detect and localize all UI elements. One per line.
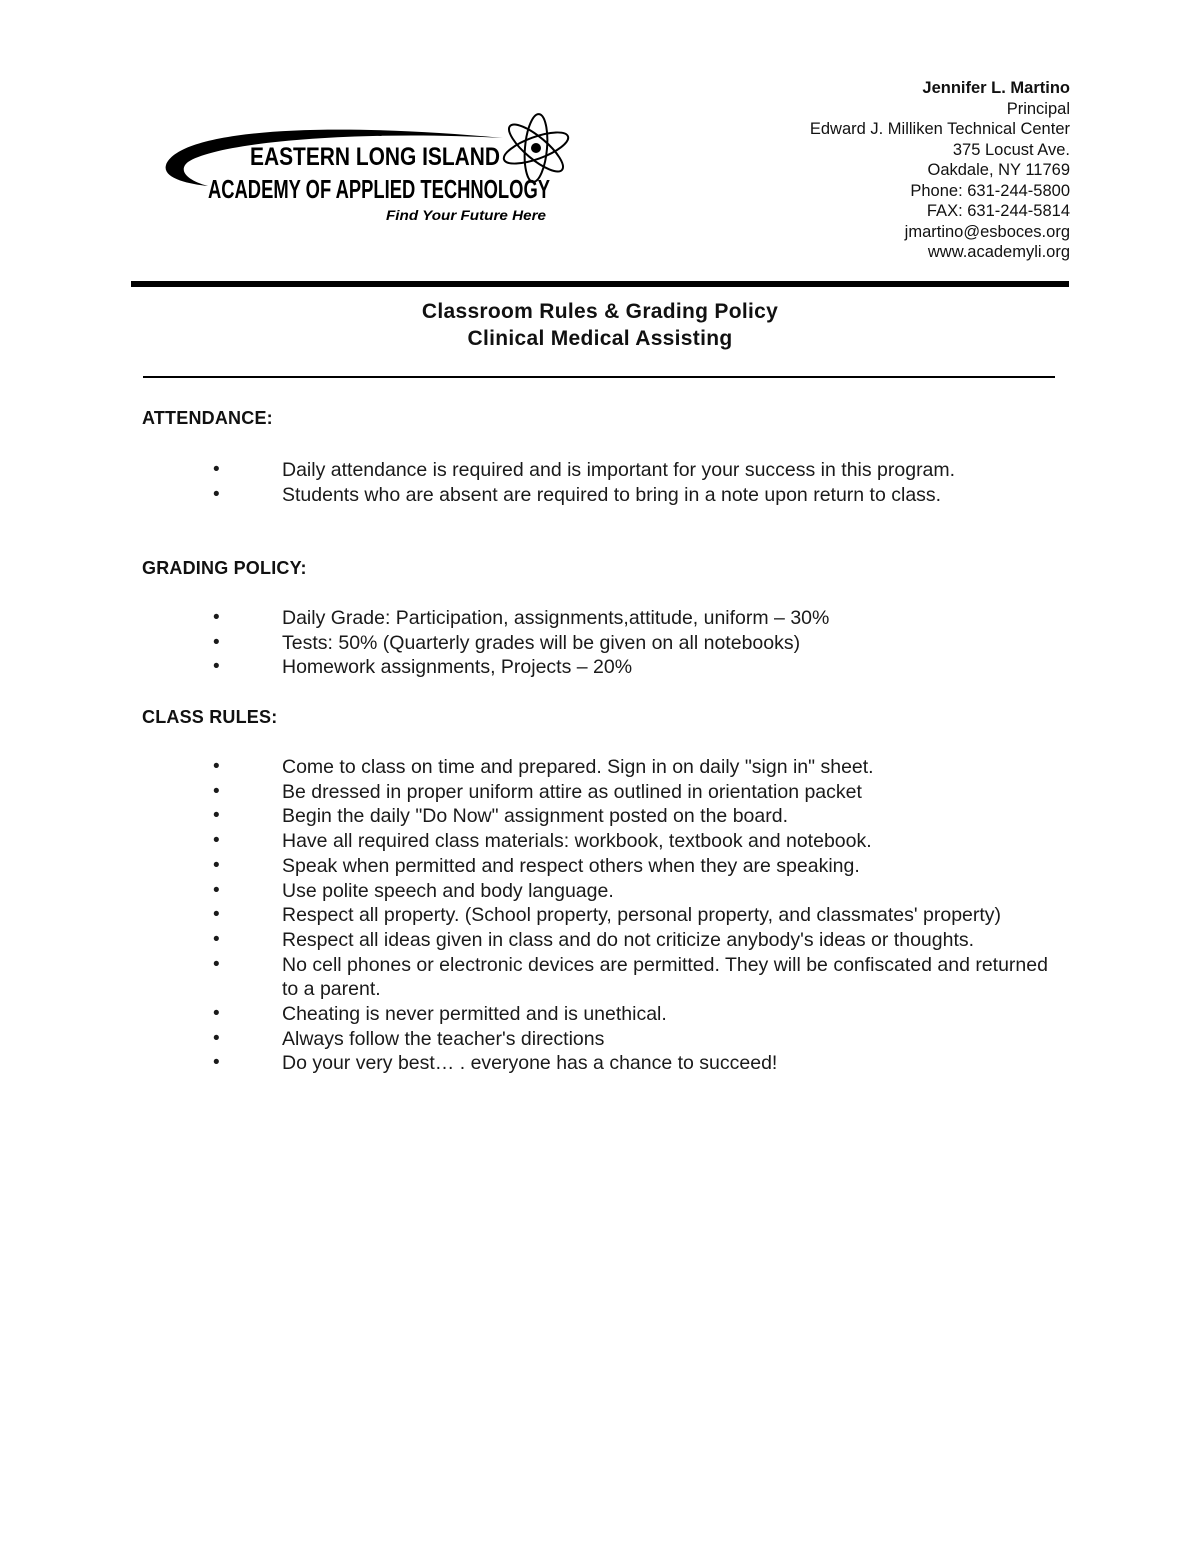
center-name: Edward J. Milliken Technical Center (809, 120, 1070, 138)
list-item: • Respect all ideas given in class and do not criticize anybody's ideas or thoughts. (213, 928, 975, 951)
title-divider (143, 376, 1055, 378)
document-title-block (0, 298, 1200, 352)
document-title: Classroom Rules & Grading Policy (421, 300, 779, 323)
bullet-icon: • (213, 805, 220, 827)
list-item: • Begin the daily "Do Now" assignment posted on the board. (213, 805, 788, 828)
bullet-icon: • (213, 756, 220, 777)
bullet-icon: • (213, 656, 220, 678)
list-item: • Come to class on time and prepared. Sign in on daily "sign in" sheet. (213, 756, 874, 778)
academy-logo (158, 110, 578, 235)
grading-list (0, 606, 1200, 680)
list-item: • Be dressed in proper uniform attire as outlined in orientation packet (213, 780, 862, 803)
bullet-icon: • (213, 1003, 220, 1025)
list-item: • Always follow the teacher's directions (213, 1027, 605, 1050)
bullet-icon: • (213, 1052, 220, 1074)
principal-name: Jennifer L. Martino (922, 79, 1070, 97)
bullet-icon: • (213, 780, 220, 802)
list-item: • Students who are absent are required to bring in a note upon return to class. (213, 483, 942, 506)
list-item: • Do your very best… . everyone has a chance to succeed! (213, 1052, 778, 1075)
grading-heading: GRADING POLICY: (142, 558, 307, 578)
list-item: • No cell phones or electronic devices are permitted. They will be confiscated and returned to a parent. (213, 953, 1048, 1001)
phone-number: Phone: 631-244-5800 (910, 181, 1070, 200)
bullet-icon: • (213, 459, 220, 480)
website-url: www.academyli.org (927, 243, 1070, 261)
list-item: • Homework assignments, Projects – 20% (213, 656, 633, 679)
bullet-icon: • (213, 904, 220, 926)
street-address: 375 Locust Ave. (952, 140, 1070, 159)
bullet-icon: • (213, 854, 220, 876)
email-address: jmartino@esboces.org (904, 222, 1070, 241)
bullet-icon: • (213, 1027, 220, 1049)
list-item: • Speak when permitted and respect others when they are speaking. (213, 854, 860, 877)
bullet-icon: • (213, 928, 220, 950)
list-item: • Daily Grade: Participation, assignments,attitude, uniform – 30% (213, 607, 830, 629)
logo-tagline: Find Your Future Here (386, 207, 547, 223)
list-item: • Daily attendance is required and is important for your success in this program. (213, 459, 956, 481)
attendance-heading: ATTENDANCE: (142, 408, 273, 428)
attendance-list (0, 458, 1200, 507)
document-subtitle: Clinical Medical Assisting (467, 327, 733, 350)
bullet-icon: • (213, 607, 220, 628)
list-item: • Have all required class materials: workbook, textbook and notebook. (213, 830, 872, 853)
list-item: • Tests: 50% (Quarterly grades will be given on all notebooks) (213, 631, 801, 654)
logo-line1: EASTERN LONG ISLAND (250, 143, 500, 171)
class-rules-heading: CLASS RULES: (142, 707, 278, 727)
fax-number: FAX: 631-244-5814 (926, 202, 1070, 220)
principal-title: Principal (1006, 99, 1070, 118)
header-divider (131, 281, 1069, 287)
class-rules-list (0, 755, 1200, 1076)
city-state-zip: Oakdale, NY 11769 (927, 161, 1070, 179)
bullet-icon: • (213, 830, 220, 852)
bullet-icon: • (213, 483, 220, 505)
list-item: • Respect all property. (School property, personal property, and classmates' property) (213, 904, 1002, 927)
bullet-icon: • (213, 879, 220, 901)
contact-block (810, 78, 1070, 263)
bullet-icon: • (213, 631, 220, 653)
list-item: • Cheating is never permitted and is unethical. (213, 1003, 667, 1026)
list-item: • Use polite speech and body language. (213, 879, 614, 902)
bullet-icon: • (213, 953, 220, 975)
logo-line2: ACADEMY OF APPLIED TECHNOLOGY (208, 174, 550, 204)
